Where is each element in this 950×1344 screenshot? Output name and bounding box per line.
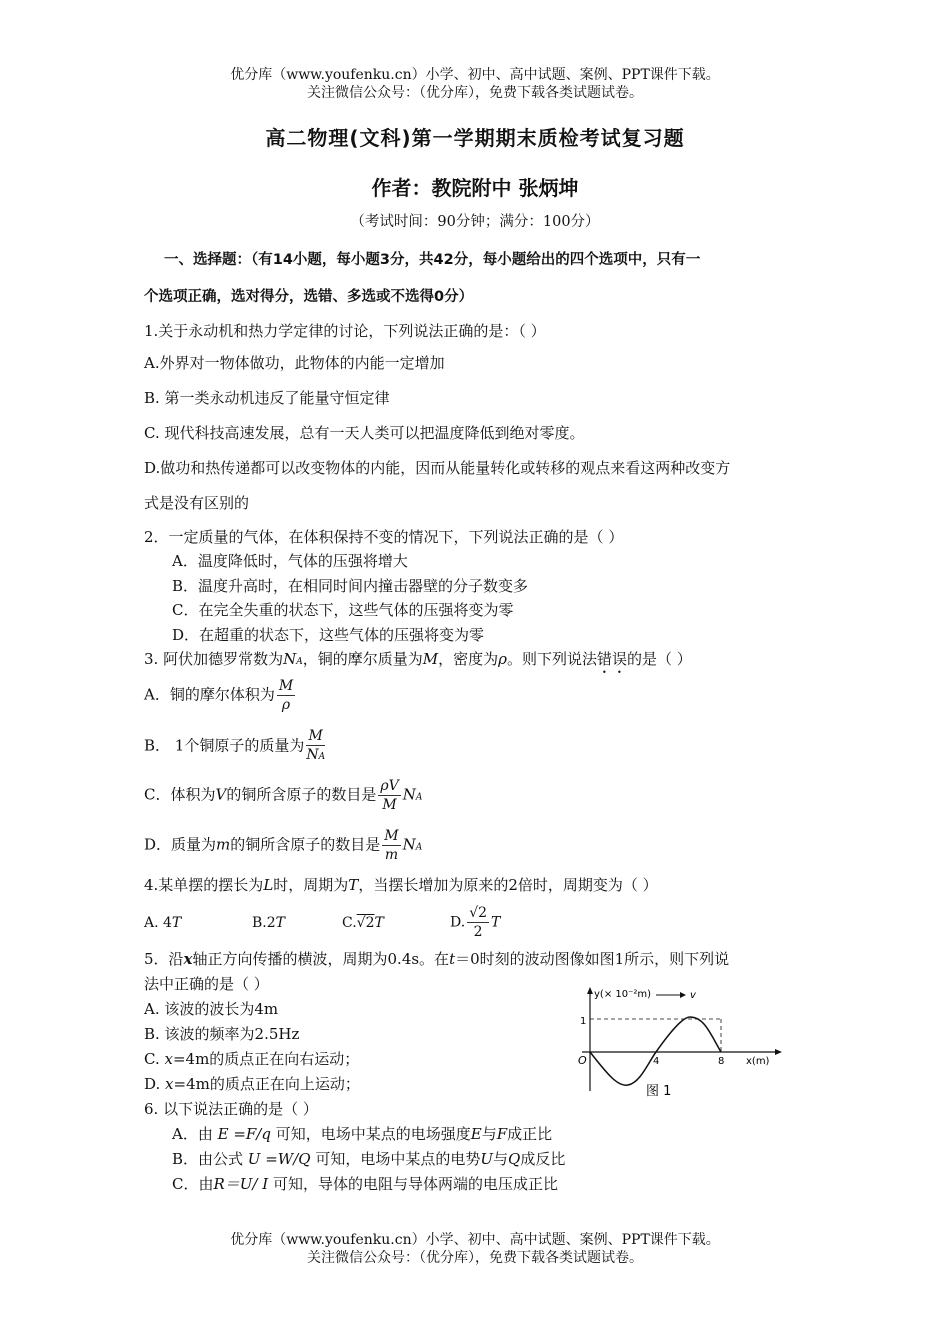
footer-line-2: 关注微信公众号：（优分库），免费下载各类试题试卷。: [307, 1250, 643, 1266]
q2-stem: 2．一定质量的气体，在体积保持不变的情况下，下列说法正确的是（ ）: [144, 528, 624, 546]
velocity-label: v: [690, 990, 696, 1001]
y-axis-label: y(× 10⁻²m): [594, 989, 652, 1000]
q4-option-c: C.√2T: [342, 914, 384, 931]
q4-option-d: D. $\frac{√2}{2}$ T: [450, 905, 501, 940]
q5-stem-line-1: 5．沿x轴正方向传播的横波，周期为0.4s。在t＝0时刻的波动图像如图1所示，则下列说: [144, 950, 730, 968]
section-heading-line-2: 个选项正确，选对得分，选错、多选或不选得0分）: [144, 289, 474, 305]
q2-option-d: D．在超重的状态下，这些气体的压强将变为零: [172, 626, 485, 644]
header-line-1: 优分库（www.youfenku.cn）小学、初中、高中试题、案例、PPT课件下载。: [230, 67, 720, 83]
tick-label-4: 4: [653, 1056, 660, 1067]
wave-curve: [590, 1017, 721, 1085]
header-line-2: 关注微信公众号：（优分库），免费下载各类试题试卷。: [307, 85, 643, 101]
x-axis-label: x(m): [746, 1056, 770, 1067]
q4-stem: 4.某单摆的摆长为L时，周期为T，当摆长增加为原来的2倍时，周期变为（ ）: [144, 876, 658, 894]
emphasis-wrong: 错误: [596, 650, 627, 668]
q5-stem-line-2: 法中正确的是（ ）: [144, 975, 269, 993]
q2-option-c: C．在完全失重的状态下，这些气体的压强将变为零: [172, 601, 514, 619]
q2-option-b: B．温度升高时，在相同时间内撞击器壁的分子数变多: [172, 577, 529, 595]
q5-option-d: D. x=4m的质点正在向上运动；: [144, 1075, 360, 1093]
figure-caption: 图 1: [646, 1084, 672, 1099]
q5-option-a: A. 该波的波长为4m: [144, 1000, 279, 1018]
velocity-arrowhead: [680, 992, 686, 998]
q2-option-a: A．温度降低时，气体的压强将增大: [172, 552, 408, 570]
q4-options: [144, 904, 558, 941]
q6-option-b: B．由公式 U =W/Q 可知，电场中某点的电势U与Q成反比: [172, 1150, 566, 1168]
y-axis-arrow: [587, 987, 593, 994]
q4-option-a: A. 4T: [144, 914, 182, 931]
origin-label: O: [578, 1054, 587, 1067]
q1-option-d-line-1: D.做功和热传递都可以改变物体的内能，因而从能量转化或转移的观点来看这两种改变方: [144, 459, 731, 477]
q6-stem: 6. 以下说法正确的是（ ）: [144, 1100, 318, 1118]
tick-label-1: 1: [580, 1016, 587, 1027]
q5-option-c: C. x=4m的质点正在向右运动；: [144, 1050, 360, 1068]
q6-option-c: C．由R＝U/ I 可知，导体的电阻与导体两端的电压成正比: [172, 1175, 558, 1193]
q3-stem: 3. 阿伏加德罗常数为NA，铜的摩尔质量为M，密度为ρ。则下列说法错误的是（ ）: [144, 650, 692, 668]
exam-author: 作者：教院附中 张炳坤: [371, 176, 579, 200]
q1-option-c: C. 现代科技高速发展，总有一天人类可以把温度降低到绝对零度。: [144, 424, 585, 442]
q1-option-a: A.外界对一物体做功，此物体的内能一定增加: [144, 354, 445, 372]
q3-option-c: C．体积为V的铜所含原子的数目是 $\frac{\rho V}{M}$ NA: [144, 778, 423, 813]
tick-label-8: 8: [718, 1056, 725, 1067]
q3-option-b: B． 1个铜原子的质量为 $\frac{M}{NA}$: [144, 728, 326, 763]
q5-option-b: B. 该波的频率为2.5Hz: [144, 1025, 300, 1043]
section-heading-line-1: 一、选择题：（有14小题，每小题3分，共42分，每小题给出的四个选项中，只有一: [164, 252, 701, 268]
q3-option-d: D．质量为m的铜所含原子的数目是 $\frac{M}{m}$ NA: [144, 828, 423, 863]
q1-option-d-line-2: 式是没有区别的: [144, 494, 250, 512]
q1-stem: 1.关于永动机和热力学定律的讨论，下列说法正确的是：（ ）: [144, 322, 546, 340]
exam-time-info: （考试时间：90分钟；满分：100分）: [350, 214, 600, 230]
q4-option-b: B.2T: [252, 914, 285, 931]
q6-option-a: A．由 E =F/q 可知，电场中某点的电场强度E与F成正比: [172, 1125, 553, 1143]
exam-title: 高二物理(文科)第一学期期末质检考试复习题: [265, 126, 685, 150]
footer-line-1: 优分库（www.youfenku.cn）小学、初中、高中试题、案例、PPT课件下载。: [230, 1232, 720, 1248]
wave-figure: [570, 983, 792, 1103]
q1-option-b: B. 第一类永动机违反了能量守恒定律: [144, 389, 390, 407]
x-axis-arrow: [775, 1049, 782, 1055]
q3-option-a: A．铜的摩尔体积为 $\frac{M}{\rho}$: [144, 678, 294, 713]
